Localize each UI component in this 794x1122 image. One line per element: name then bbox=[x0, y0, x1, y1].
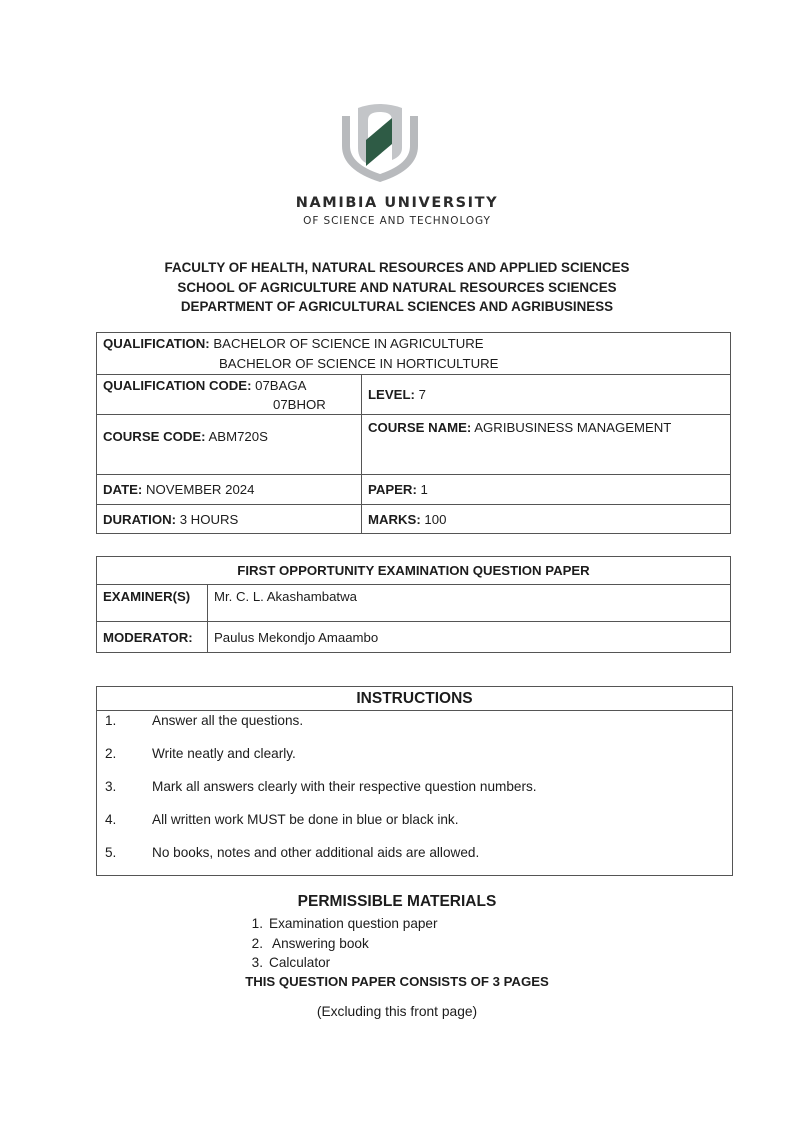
course-name-value: AGRIBUSINESS MANAGEMENT bbox=[474, 420, 672, 435]
level-value: 7 bbox=[418, 387, 426, 402]
paper-label: PAPER: bbox=[368, 482, 417, 497]
shield-logo-icon bbox=[334, 98, 426, 186]
instructions-box bbox=[96, 686, 733, 876]
examiner-value: Mr. C. L. Akashambatwa bbox=[208, 585, 731, 622]
permissible-materials-list bbox=[240, 914, 438, 973]
qualification-label: QUALIFICATION: bbox=[103, 336, 210, 351]
faculty-header bbox=[0, 258, 794, 317]
marks-label: MARKS: bbox=[368, 511, 421, 527]
qualification-code-cell bbox=[97, 375, 362, 415]
course-code-cell bbox=[97, 415, 362, 475]
instruction-item: 3. Mark all answers clearly with their respective question numbers. bbox=[105, 779, 537, 794]
moderator-label: MODERATOR: bbox=[97, 622, 208, 653]
exam-info-table bbox=[96, 556, 731, 653]
material-item: 1. Examination question paper bbox=[251, 916, 438, 931]
instruction-item: 5. No books, notes and other additional aids are allowed. bbox=[105, 845, 480, 860]
instruction-item: 1. Answer all the questions. bbox=[105, 713, 304, 728]
moderator-value: Paulus Mekondjo Amaambo bbox=[208, 622, 731, 653]
department-line: DEPARTMENT OF AGRICULTURAL SCIENCES AND AGRIBUSINESS bbox=[180, 299, 614, 314]
marks-cell bbox=[362, 505, 731, 534]
marks-value: 100 bbox=[424, 511, 447, 527]
duration-cell bbox=[97, 505, 362, 534]
date-label: DATE: bbox=[103, 482, 143, 497]
course-code-value: ABM720S bbox=[208, 429, 268, 444]
qualification-value-1: BACHELOR OF SCIENCE IN AGRICULTURE bbox=[213, 336, 484, 351]
level-cell bbox=[362, 375, 731, 415]
qualification-cell bbox=[97, 333, 731, 375]
course-info-table bbox=[96, 332, 731, 534]
page-count-sub: (Excluding this front page) bbox=[316, 1004, 478, 1019]
page-count-note: THIS QUESTION PAPER CONSISTS OF 3 PAGES bbox=[245, 974, 549, 989]
instruction-item: 2. Write neatly and clearly. bbox=[105, 746, 296, 761]
level-label: LEVEL: bbox=[368, 387, 415, 402]
instruction-item: 4. All written work MUST be done in blue or black ink. bbox=[105, 812, 459, 827]
qualification-code-label: QUALIFICATION CODE: bbox=[103, 378, 252, 393]
permissible-materials-title: PERMISSIBLE MATERIALS bbox=[297, 893, 497, 910]
qualification-value-2: BACHELOR OF SCIENCE IN HORTICULTURE bbox=[219, 356, 499, 371]
faculty-line: FACULTY OF HEALTH, NATURAL RESOURCES AND APPLIED SCIENCES bbox=[164, 260, 630, 275]
exam-title: FIRST OPPORTUNITY EXAMINATION QUESTION PAPER bbox=[97, 557, 731, 585]
qualification-code-1: 07BAGA bbox=[255, 378, 307, 393]
school-line: SCHOOL OF AGRICULTURE AND NATURAL RESOURCES SCIENCES bbox=[177, 279, 617, 295]
course-name-cell bbox=[362, 415, 731, 475]
material-item: 2. Answering book bbox=[251, 935, 369, 951]
course-code-label: COURSE CODE: bbox=[103, 429, 206, 444]
course-name-label: COURSE NAME: bbox=[368, 420, 472, 435]
university-logo bbox=[334, 98, 426, 186]
date-cell bbox=[97, 475, 362, 505]
university-subtitle: OF SCIENCE AND TECHNOLOGY bbox=[303, 215, 491, 227]
university-name: NAMIBIA UNIVERSITY bbox=[295, 195, 499, 211]
instructions-title: INSTRUCTIONS bbox=[97, 687, 732, 711]
material-item: 3. Calculator bbox=[251, 955, 331, 970]
qualification-code-2: 07BHOR bbox=[273, 397, 326, 412]
paper-value: 1 bbox=[420, 482, 428, 497]
date-value: NOVEMBER 2024 bbox=[145, 482, 255, 497]
duration-label: DURATION: bbox=[103, 511, 177, 527]
paper-cell bbox=[362, 475, 731, 505]
examiner-label: EXAMINER(S) bbox=[97, 585, 208, 622]
duration-value: 3 HOURS bbox=[179, 511, 239, 527]
